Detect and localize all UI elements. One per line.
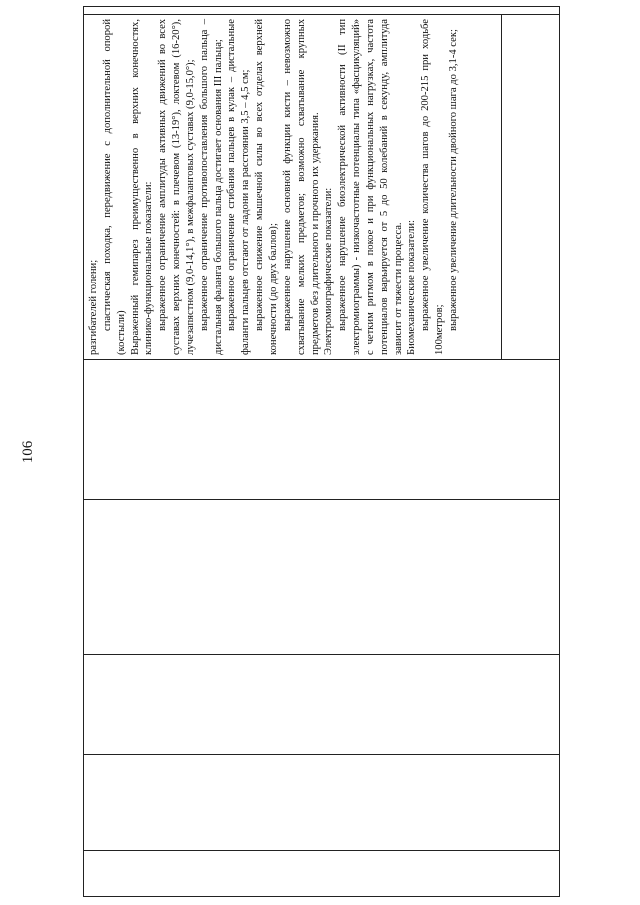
table-paragraph: выраженное нарушение биоэлектрической активности (II тип электромиограммы) - низкочастотные потенциалы типа «фасцикуляций» с четким ритмом в покое и при функциональных нагрузках, частота потенциалов варьируется от 5 до 50 колебаний в секунду, амплитуда зависит от тяжести процесса. bbox=[337, 19, 404, 355]
table-paragraph: выраженное ограничение амплитуды активных движений во всех суставах верхних конечностей: в плечевом (13-19°), локтевом (16-20°), лучезапястном (9,0-14,1°), в межфаланговых суставах (9,0-15,0°); bbox=[157, 19, 196, 355]
table-cell-empty-3 bbox=[84, 655, 560, 755]
table-cell-empty-7 bbox=[502, 15, 560, 360]
table-paragraph: выраженное ограничение противопоставления большого пальца – дистальная фаланга большого пальца достигает основания III пальца; bbox=[198, 19, 224, 355]
table-paragraph: спастическая походка, передвижение с дополнительной опорой (костыли) bbox=[101, 19, 127, 355]
table-cell-empty-4 bbox=[84, 500, 560, 655]
table-paragraph: разгибателей голени; bbox=[88, 259, 99, 355]
table-paragraph: выраженное увеличение длительности двойного шага до 3,1-4 сек; bbox=[447, 29, 459, 331]
table-cell-empty-6 bbox=[84, 7, 560, 15]
table-paragraph: выраженное снижение мышечной силы во всех отделах верхней конечности (до двух баллов); bbox=[254, 19, 279, 355]
table-cell-empty-2 bbox=[84, 755, 560, 851]
table-paragraph: Электромиографические показатели: bbox=[323, 187, 335, 355]
table-cell-empty-1 bbox=[84, 851, 560, 897]
table-cell-empty-5 bbox=[84, 360, 560, 500]
rotated-table-wrapper bbox=[83, 7, 560, 897]
table-paragraph: выраженное увеличение количества шагов до 200-215 при ходьбе 100метров; bbox=[420, 19, 446, 355]
table-paragraph: выраженное нарушение основной функции кисти – невозможно схватывание мелких предметов; возможно схватывание крупных предметов без длительного и прочного их удержания. bbox=[281, 19, 321, 355]
table-paragraph: Выраженный гемипарез преимущественно в верхних конечностях, клинико-функциональные показатели: bbox=[129, 19, 155, 355]
table-paragraph: Биомеханические показатели: bbox=[406, 220, 418, 355]
table-cell-text bbox=[84, 15, 502, 360]
paragraph-list bbox=[87, 19, 461, 355]
document-table bbox=[83, 6, 560, 897]
page-number: 106 bbox=[20, 440, 36, 464]
table-paragraph: выраженное ограничение сгибания пальцев в кулак – дистальные фаланги пальцев отстают от ладони на расстоянии 3,5 – 4,5 см; bbox=[226, 19, 252, 355]
table-row bbox=[84, 7, 502, 897]
